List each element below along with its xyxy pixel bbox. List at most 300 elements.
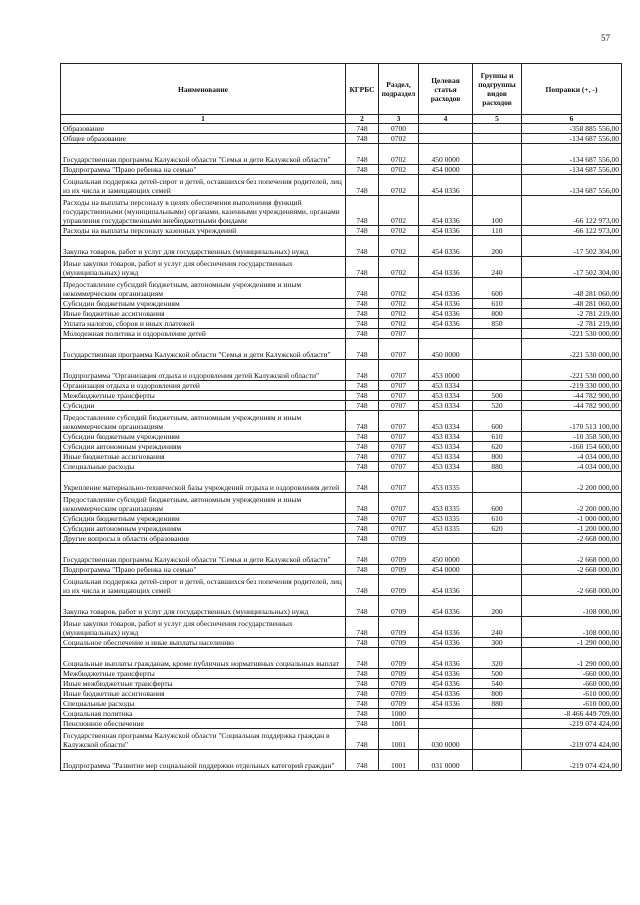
row-kgrbs: 748 [346,391,379,401]
table-row [61,196,622,226]
row-sum: -2 668 000,00 [522,534,622,544]
row-kgrbs: 748 [346,524,379,534]
table-row [61,750,622,771]
row-kgrbs: 748 [346,432,379,442]
header-kgrbs: КГРБС [346,64,379,115]
row-statya: 454 0336 [419,226,473,236]
row-razdel: 0707 [379,442,419,452]
column-number: 2 [346,115,379,124]
row-razdel: 0707 [379,493,419,514]
row-statya: 454 0336 [419,236,473,257]
row-statya: 453 0334 [419,462,473,472]
column-number: 5 [473,115,522,124]
row-razdel: 0702 [379,175,419,196]
row-vid: 520 [473,401,522,411]
row-name: Государственная программа Калужской области "Семья и дети Калужской области" [61,144,346,165]
table-row [61,596,622,617]
row-kgrbs: 748 [346,534,379,544]
row-razdel: 0709 [379,534,419,544]
row-sum: -610 000,00 [522,689,622,699]
table-row [61,709,622,719]
row-name: Подпрограмма "Развитие мер социальной поддержки отдельных категорий граждан" [61,750,346,771]
row-razdel: 0709 [379,617,419,638]
row-statya: 453 0334 [419,442,473,452]
table-row [61,257,622,278]
row-sum: -44 782 900,00 [522,401,622,411]
table-row [61,638,622,648]
row-vid: 240 [473,617,522,638]
column-numbers-row [61,115,622,124]
row-vid [473,750,522,771]
row-statya: 031 0000 [419,750,473,771]
row-sum: -219 074 424,00 [522,750,622,771]
row-kgrbs: 748 [346,236,379,257]
row-razdel: 0707 [379,339,419,360]
table-row [61,339,622,360]
row-kgrbs: 748 [346,596,379,617]
row-vid: 610 [473,432,522,442]
row-name: Субсидии бюджетным учреждениям [61,514,346,524]
row-kgrbs: 748 [346,381,379,391]
row-razdel: 0707 [379,452,419,462]
table-row [61,329,622,339]
row-kgrbs: 748 [346,565,379,575]
row-vid [473,134,522,144]
row-kgrbs: 748 [346,175,379,196]
row-sum: -108 000,00 [522,617,622,638]
row-name: Иные межбюджетные трансферты [61,679,346,689]
row-name: Подпрограмма "Право ребенка на семью" [61,565,346,575]
row-statya: 454 0336 [419,669,473,679]
row-razdel: 0702 [379,309,419,319]
row-razdel: 0707 [379,514,419,524]
row-sum: -221 530 000,00 [522,329,622,339]
row-statya: 454 0336 [419,679,473,689]
table-row [61,144,622,165]
header-vid: Группы и подгруппы видов расходов [473,64,522,115]
row-razdel: 0702 [379,144,419,165]
row-razdel: 0702 [379,319,419,329]
row-name: Предоставление субсидий бюджетным, автономным учреждениям и иным некоммерческим организациям [61,493,346,514]
row-kgrbs: 748 [346,544,379,565]
row-razdel: 0707 [379,462,419,472]
row-name: Предоставление субсидий бюджетным, автономным учреждениям и иным некоммерческим организациям [61,278,346,299]
table-row [61,381,622,391]
row-sum: -2 200 000,00 [522,472,622,493]
row-statya [419,134,473,144]
row-name: Субсидии автономным учреждениям [61,442,346,452]
header-statya: Целевая статья расходов [419,64,473,115]
row-kgrbs: 748 [346,648,379,669]
table-row [61,411,622,432]
row-statya: 453 0335 [419,472,473,493]
row-name: Социальная поддержка детей-сирот и детей, оставшихся без попечения родителей, лиц из их числа и замещающих семей [61,575,346,596]
row-statya: 450 0000 [419,339,473,360]
row-name: Закупка товаров, работ и услуг для государственных (муниципальных) нужд [61,596,346,617]
row-sum: -134 687 556,00 [522,175,622,196]
row-razdel: 0707 [379,401,419,411]
row-name: Субсидии бюджетным учреждениям [61,432,346,442]
row-sum: -358 885 556,00 [522,124,622,134]
table-row [61,278,622,299]
row-statya: 454 0336 [419,175,473,196]
table-row [61,236,622,257]
row-sum: -4 034 000,00 [522,462,622,472]
table-row [61,699,622,709]
row-kgrbs: 748 [346,319,379,329]
row-razdel: 0702 [379,134,419,144]
row-sum: -2 781 219,00 [522,319,622,329]
row-statya: 454 0336 [419,278,473,299]
table-row [61,462,622,472]
table-row [61,524,622,534]
row-razdel: 0707 [379,432,419,442]
row-razdel: 1001 [379,729,419,750]
row-razdel: 0707 [379,524,419,534]
row-vid: 600 [473,493,522,514]
row-kgrbs: 748 [346,638,379,648]
row-statya: 454 0336 [419,596,473,617]
table-row [61,391,622,401]
row-sum: -48 281 060,00 [522,299,622,309]
row-statya: 454 0336 [419,575,473,596]
table-row [61,299,622,309]
row-sum: -219 074 424,00 [522,719,622,729]
row-vid [473,175,522,196]
table-row [61,565,622,575]
row-vid: 620 [473,442,522,452]
row-name: Предоставление субсидий бюджетным, автономным учреждениям и иным некоммерческим организациям [61,411,346,432]
row-razdel: 0707 [379,391,419,401]
row-kgrbs: 748 [346,452,379,462]
row-statya: 454 0336 [419,319,473,329]
budget-amendments-table [60,63,622,771]
row-kgrbs: 748 [346,750,379,771]
table-row [61,442,622,452]
row-statya: 454 0336 [419,299,473,309]
row-sum: -1 290 000,00 [522,638,622,648]
row-kgrbs: 748 [346,679,379,689]
row-sum: -134 687 556,00 [522,165,622,175]
row-vid: 200 [473,236,522,257]
row-razdel: 0707 [379,329,419,339]
row-name: Организация отдыха и оздоровления детей [61,381,346,391]
row-name: Закупка товаров, работ и услуг для государственных (муниципальных) нужд [61,236,346,257]
row-razdel: 0709 [379,648,419,669]
row-name: Субсидии [61,401,346,411]
row-razdel: 0709 [379,544,419,565]
row-razdel: 0709 [379,575,419,596]
row-vid [473,339,522,360]
row-name: Социальная поддержка детей-сирот и детей, оставшихся без попечения родителей, лиц из их числа и замещающих семей [61,175,346,196]
row-kgrbs: 748 [346,709,379,719]
row-name: Социальные выплаты гражданам, кроме публичных нормативных социальных выплат [61,648,346,669]
row-razdel: 0709 [379,679,419,689]
row-name: Межбюджетные трансферты [61,669,346,679]
row-name: Другие вопросы в области образования [61,534,346,544]
row-kgrbs: 748 [346,442,379,452]
table-row [61,134,622,144]
row-vid: 880 [473,462,522,472]
row-name: Субсидии автономным учреждениям [61,524,346,534]
row-statya: 453 0335 [419,524,473,534]
table-row [61,534,622,544]
row-razdel: 0702 [379,165,419,175]
row-razdel: 0707 [379,472,419,493]
row-sum: -66 122 973,00 [522,196,622,226]
row-statya: 453 0334 [419,381,473,391]
table-row [61,669,622,679]
row-razdel: 0707 [379,381,419,391]
row-sum: -2 668 000,00 [522,544,622,565]
row-name: Субсидии бюджетным учреждениям [61,299,346,309]
row-kgrbs: 748 [346,226,379,236]
row-name: Расходы на выплаты персоналу в целях обеспечения выполнения функций государственными (муниципальными) органами, казенными учреждениями, органами управления государственными внебюджетными фондами [61,196,346,226]
row-statya: 454 0336 [419,699,473,709]
row-sum: -10 358 500,00 [522,432,622,442]
table-header-row [61,64,622,115]
row-vid: 100 [473,196,522,226]
row-name: Иные закупки товаров, работ и услуг для обеспечения государственных (муниципальных) нужд [61,257,346,278]
row-sum: -170 513 100,00 [522,411,622,432]
row-name: Уплата налогов, сборов и иных платежей [61,319,346,329]
row-kgrbs: 748 [346,729,379,750]
row-kgrbs: 748 [346,257,379,278]
row-name: Иные закупки товаров, работ и услуг для обеспечения государственных (муниципальных) нужд [61,617,346,638]
row-vid [473,729,522,750]
row-statya: 453 0334 [419,391,473,401]
header-razdel: Раздел, подраздел [379,64,419,115]
row-statya: 454 0336 [419,309,473,319]
table-row [61,617,622,638]
row-vid: 600 [473,278,522,299]
row-vid: 800 [473,689,522,699]
row-razdel: 0702 [379,236,419,257]
row-name: Государственная программа Калужской области "Социальная поддержка граждан в Калужской области" [61,729,346,750]
row-vid [473,534,522,544]
row-sum: -221 530 000,00 [522,360,622,381]
row-kgrbs: 748 [346,360,379,381]
row-name: Молодежная политика и оздоровление детей [61,329,346,339]
table-row [61,165,622,175]
row-vid [473,381,522,391]
row-sum: -17 502 304,00 [522,257,622,278]
row-sum: -134 687 556,00 [522,134,622,144]
header-sum: Поправки (+, -) [522,64,622,115]
row-razdel: 0702 [379,299,419,309]
row-vid: 320 [473,648,522,669]
row-name: Межбюджетные трансферты [61,391,346,401]
row-kgrbs: 748 [346,401,379,411]
table-row [61,544,622,565]
row-statya [419,124,473,134]
row-statya: 450 0000 [419,144,473,165]
table-row [61,679,622,689]
row-name: Специальные расходы [61,462,346,472]
row-sum: -160 154 600,00 [522,442,622,452]
row-razdel: 0707 [379,360,419,381]
row-statya: 030 0000 [419,729,473,750]
row-statya: 453 0335 [419,493,473,514]
row-name: Расходы на выплаты персоналу казенных учреждений [61,226,346,236]
row-name: Социальная политика [61,709,346,719]
row-vid [473,472,522,493]
row-razdel: 1001 [379,719,419,729]
table-row [61,452,622,462]
row-statya: 453 0334 [419,432,473,442]
row-kgrbs: 748 [346,669,379,679]
row-sum: -660 000,00 [522,679,622,689]
row-sum: -48 281 060,00 [522,278,622,299]
row-statya [419,534,473,544]
row-name: Иные бюджетные ассигнования [61,309,346,319]
row-sum: -219 330 000,00 [522,381,622,391]
row-statya: 454 0336 [419,617,473,638]
row-vid [473,575,522,596]
row-vid: 880 [473,699,522,709]
row-sum: -4 034 000,00 [522,452,622,462]
row-vid: 610 [473,514,522,524]
row-statya: 450 0000 [419,544,473,565]
row-kgrbs: 748 [346,514,379,524]
row-kgrbs: 748 [346,134,379,144]
row-sum: -610 000,00 [522,699,622,709]
row-kgrbs: 748 [346,124,379,134]
table-row [61,124,622,134]
row-vid: 500 [473,391,522,401]
row-vid: 800 [473,452,522,462]
row-sum: -660 000,00 [522,669,622,679]
row-razdel: 0709 [379,669,419,679]
table-row [61,575,622,596]
table-row [61,175,622,196]
row-statya: 454 0000 [419,565,473,575]
row-statya: 454 0336 [419,638,473,648]
row-razdel: 0709 [379,699,419,709]
table-row [61,319,622,329]
row-kgrbs: 748 [346,575,379,596]
row-sum: -1 000 000,00 [522,514,622,524]
row-kgrbs: 748 [346,329,379,339]
row-statya: 454 0336 [419,648,473,669]
table-row [61,648,622,669]
row-name: Подпрограмма "Право ребенка на семью" [61,165,346,175]
row-vid [473,565,522,575]
row-statya: 454 0336 [419,257,473,278]
column-number: 6 [522,115,622,124]
row-name: Пенсионное обеспечение [61,719,346,729]
row-razdel: 0702 [379,196,419,226]
table-row [61,226,622,236]
table-row [61,360,622,381]
row-razdel: 0709 [379,565,419,575]
row-vid [473,709,522,719]
table-row [61,309,622,319]
row-name: Государственная программа Калужской области "Семья и дети Калужской области" [61,544,346,565]
row-vid [473,144,522,165]
row-name: Государственная программа Калужской области "Семья и дети Калужской области" [61,339,346,360]
row-kgrbs: 748 [346,278,379,299]
row-statya: 454 0336 [419,689,473,699]
row-razdel: 0709 [379,638,419,648]
row-kgrbs: 748 [346,719,379,729]
table-row [61,493,622,514]
row-name: Укрепление материально-технической базы учреждений отдыха и оздоровления детей [61,472,346,493]
row-statya: 454 0336 [419,196,473,226]
row-sum: -1 290 000,00 [522,648,622,669]
row-kgrbs: 748 [346,144,379,165]
page-number: 57 [601,33,610,43]
column-number: 4 [419,115,473,124]
row-kgrbs: 748 [346,411,379,432]
row-vid: 200 [473,596,522,617]
header-name: Наименование [61,64,346,115]
row-vid: 600 [473,411,522,432]
row-vid: 620 [473,524,522,534]
row-statya [419,709,473,719]
row-sum: -2 200 000,00 [522,493,622,514]
row-statya: 453 0335 [419,514,473,524]
row-vid [473,360,522,381]
row-kgrbs: 748 [346,165,379,175]
row-statya: 453 0334 [419,452,473,462]
row-name: Общее образование [61,134,346,144]
column-number: 1 [61,115,346,124]
row-vid: 240 [473,257,522,278]
row-kgrbs: 748 [346,699,379,709]
row-statya [419,719,473,729]
row-name: Социальное обеспечение и иные выплаты населению [61,638,346,648]
row-sum: -2 668 000,00 [522,565,622,575]
row-sum: -17 502 304,00 [522,236,622,257]
row-kgrbs: 748 [346,617,379,638]
row-sum: -221 530 000,00 [522,339,622,360]
row-sum: -66 122 973,00 [522,226,622,236]
row-vid: 110 [473,226,522,236]
row-statya: 453 0000 [419,360,473,381]
table-row [61,729,622,750]
row-statya [419,329,473,339]
row-vid [473,544,522,565]
row-vid [473,165,522,175]
table-row [61,432,622,442]
row-kgrbs: 748 [346,309,379,319]
row-name: Иные бюджетные ассигнования [61,689,346,699]
row-kgrbs: 748 [346,493,379,514]
row-vid: 540 [473,679,522,689]
row-vid: 800 [473,309,522,319]
row-razdel: 0709 [379,596,419,617]
row-sum: -2 668 000,00 [522,575,622,596]
row-statya: 453 0334 [419,401,473,411]
row-vid: 300 [473,638,522,648]
row-kgrbs: 748 [346,472,379,493]
row-razdel: 0702 [379,226,419,236]
row-statya: 453 0334 [419,411,473,432]
row-razdel: 1000 [379,709,419,719]
row-sum: -2 781 219,00 [522,309,622,319]
table-row [61,689,622,699]
column-number: 3 [379,115,419,124]
row-name: Иные бюджетные ассигнования [61,452,346,462]
row-kgrbs: 748 [346,339,379,360]
row-kgrbs: 748 [346,689,379,699]
row-sum: -108 000,00 [522,596,622,617]
row-razdel: 0702 [379,257,419,278]
row-name: Специальные расходы [61,699,346,709]
row-name: Подпрограмма "Организация отдыха и оздоровления детей Калужской области" [61,360,346,381]
table-row [61,514,622,524]
